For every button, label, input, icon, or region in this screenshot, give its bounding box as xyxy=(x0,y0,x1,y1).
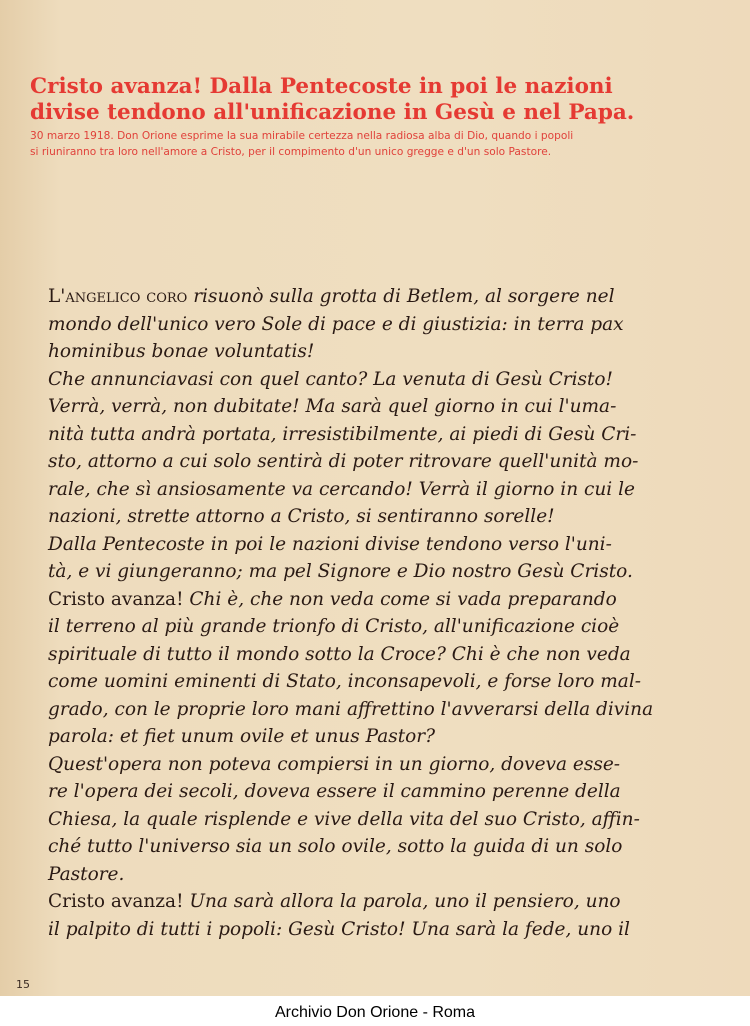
body-text xyxy=(20,283,654,943)
text-line: re l'opera dei secoli, doveva essere il cammino perenne della xyxy=(48,781,621,802)
text-line xyxy=(20,888,650,916)
text-line: il palpito di tutti i popoli: Gesù Cristo! Una sarà la fede, uno il xyxy=(48,918,630,940)
text-line: Chiesa, la quale risplende e vive della vita del suo Cristo, affin- xyxy=(48,808,640,830)
text-line xyxy=(20,283,650,311)
footer-caption: Archivio Don Orione - Roma xyxy=(274,1004,476,1021)
heading-block xyxy=(30,74,730,158)
paragraph-3 xyxy=(20,393,650,531)
paragraph-6 xyxy=(20,751,650,889)
text-line xyxy=(20,586,650,614)
heading-line-1: Cristo avanza! Dalla Pentecoste in poi le nazioni xyxy=(30,74,613,99)
text-line: grado, con le proprie loro mani affrettino l'avverarsi della divina xyxy=(48,698,654,720)
subtitle-line-1: 30 marzo 1918. Don Orione esprime la sua mirabile certezza nella radiosa alba di Dio, quando i popoli xyxy=(30,130,574,142)
text-line: nazioni, strette attorno a Cristo, si sentiranno sorelle! xyxy=(48,506,555,527)
paragraph-4 xyxy=(20,531,650,586)
text-line: sto, attorno a cui solo sentirà di poter ritrovare quell'unità mo- xyxy=(48,451,639,472)
text-span: Cristo avanza! xyxy=(48,891,184,912)
text-span: Cristo avanza! xyxy=(48,588,184,610)
text-line: rale, che sì ansiosamente va cercando! Verrà il giorno in cui le xyxy=(48,478,635,500)
paragraph-5 xyxy=(20,586,654,751)
text-span: angelico coro xyxy=(65,286,188,307)
text-line: tà, e vi giungeranno; ma pel Signore e Dio nostro Gesù Cristo. xyxy=(48,561,633,582)
text-line: parola: et fiet unum ovile et unus Pastor? xyxy=(48,726,436,747)
text-line: hominibus bonae voluntatis! xyxy=(48,341,315,362)
text-span: Chi è, che non veda come si vada preparando xyxy=(183,588,617,610)
text-line: il terreno al più grande trionfo di Cristo, all'unificazione cioè xyxy=(48,616,620,637)
text-line: spirituale di tutto il mondo sotto la Croce? Chi è che non veda xyxy=(48,643,631,665)
text-line: Che annunciavasi con quel canto? La venuta di Gesù Cristo! xyxy=(48,368,613,390)
text-line: Verrà, verrà, non dubitate! Ma sarà quel giorno in cui l'uma- xyxy=(48,396,617,417)
text-line: mondo dell'unico vero Sole di pace e di giustizia: in terra pax xyxy=(48,313,624,335)
page-number: 15 xyxy=(16,978,30,991)
footer-bar xyxy=(0,996,750,1026)
heading-line-2: divise tendono all'unificazione in Gesù e nel Papa. xyxy=(30,100,635,125)
paragraph-7 xyxy=(20,888,650,943)
text-line: come uomini eminenti di Stato, inconsapevoli, e forse loro mal- xyxy=(48,671,642,692)
text-span: risuonò sulla grotta di Betlem, al sorgere nel xyxy=(187,286,615,307)
text-line: Dalla Pentecoste in poi le nazioni divise tendono verso l'uni- xyxy=(48,533,612,555)
paragraph-1 xyxy=(20,283,650,366)
text-span: L' xyxy=(48,286,66,307)
text-line: ché tutto l'universo sia un solo ovile, sotto la guida di un solo xyxy=(48,836,623,857)
text-span: Una sarà allora la parola, uno il pensiero, uno xyxy=(183,891,621,912)
text-line: Pastore. xyxy=(48,863,125,885)
text-line: nità tutta andrà portata, irresistibilmente, ai piedi di Gesù Cri- xyxy=(48,423,637,445)
paragraph-2 xyxy=(20,366,650,394)
subtitle-line-2: si riuniranno tra loro nell'amore a Cristo, per il compimento d'un unico gregge e d'un solo Pastore. xyxy=(30,146,552,158)
text-line: Quest'opera non poteva compiersi in un giorno, doveva esse- xyxy=(48,753,621,775)
